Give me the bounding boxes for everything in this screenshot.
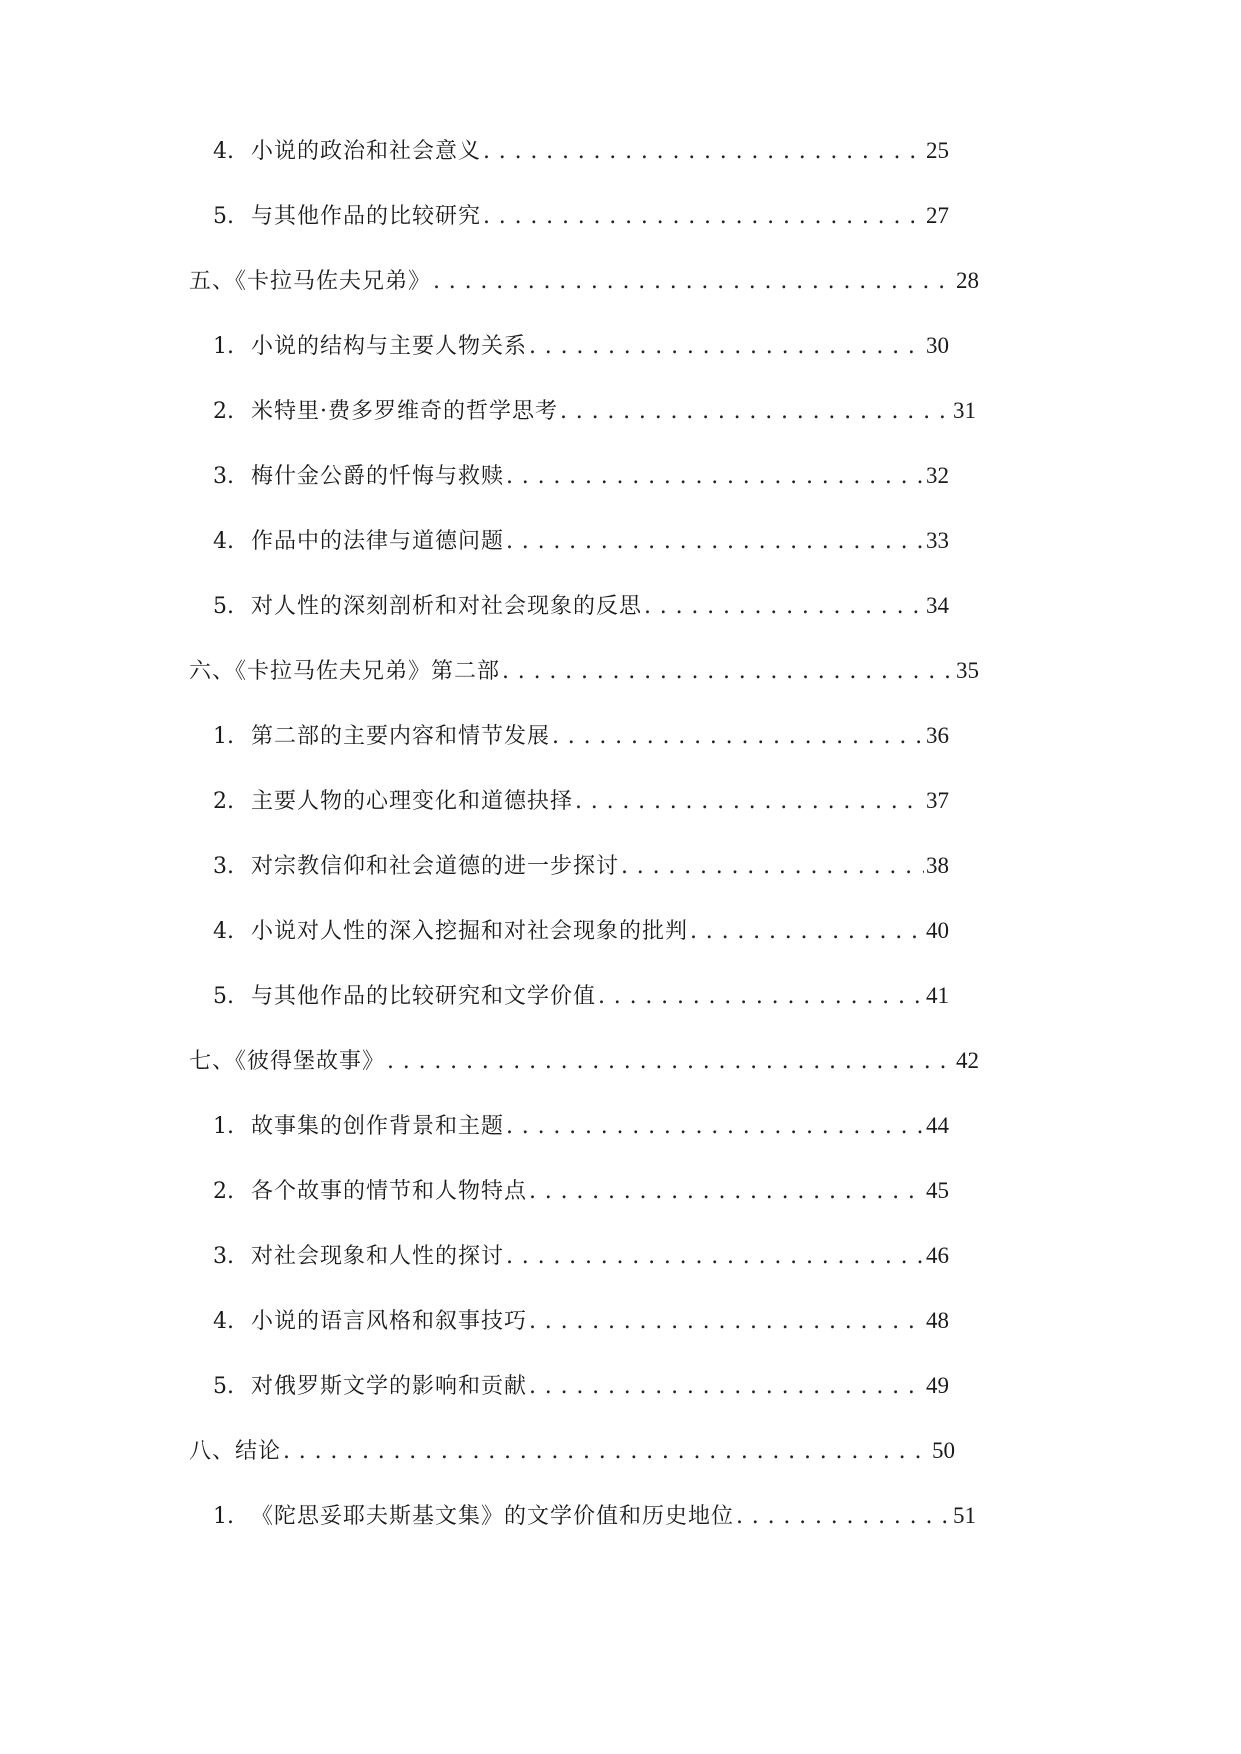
toc-entry-page: 45 xyxy=(926,1178,949,1203)
toc-section-page: 50 xyxy=(932,1438,955,1463)
toc-entry-number: 1. xyxy=(213,334,234,359)
toc-entry-page: 32 xyxy=(926,463,949,488)
toc-entry[interactable] xyxy=(0,1373,1241,1438)
toc-section-heading[interactable] xyxy=(0,268,1241,333)
toc-entry-title: 小说的政治和社会意义 xyxy=(251,139,482,164)
toc-dot-leader xyxy=(483,204,924,230)
toc-entry-number: 3. xyxy=(213,1244,234,1269)
toc-dot-leader xyxy=(433,269,954,295)
toc-entry[interactable] xyxy=(0,463,1241,528)
toc-entry-number: 5. xyxy=(213,594,234,619)
toc-entry-page: 49 xyxy=(926,1373,949,1398)
toc-entry-title: 对人性的深刻剖析和对社会现象的反思 xyxy=(251,594,643,619)
toc-entry[interactable] xyxy=(0,723,1241,788)
toc-entry-page: 44 xyxy=(926,1113,949,1138)
toc-entry-page: 33 xyxy=(926,528,949,553)
toc-section-page: 28 xyxy=(956,268,979,293)
toc-entry[interactable] xyxy=(0,983,1241,1048)
toc-entry-title: 作品中的法律与道德问题 xyxy=(251,529,505,554)
toc-entry-number: 5. xyxy=(213,1374,234,1399)
toc-entry[interactable] xyxy=(0,918,1241,983)
toc-entry-page: 27 xyxy=(926,203,949,228)
toc-entry-number: 3. xyxy=(213,854,234,879)
toc-entry-title: 主要人物的心理变化和道德抉择 xyxy=(251,789,574,814)
toc-entry-title: 《陀思妥耶夫斯基文集》的文学价值和历史地位 xyxy=(251,1504,735,1529)
toc-entry-title: 小说的结构与主要人物关系 xyxy=(251,334,528,359)
toc-entry[interactable] xyxy=(0,1308,1241,1373)
toc-entry-number: 2. xyxy=(213,789,234,814)
toc-section-title: 七、《彼得堡故事》 xyxy=(189,1049,386,1074)
toc-entry-number: 5. xyxy=(213,984,234,1009)
toc-entry-title: 对俄罗斯文学的影响和贡献 xyxy=(251,1374,528,1399)
toc-entry[interactable] xyxy=(0,1113,1241,1178)
toc-entry-page: 31 xyxy=(953,398,976,423)
toc-dot-leader xyxy=(502,659,954,685)
toc-section-heading[interactable] xyxy=(0,1438,1241,1503)
toc-entry-number: 1. xyxy=(213,1114,234,1139)
toc-section-page: 35 xyxy=(956,658,979,683)
toc-entry-page: 48 xyxy=(926,1308,949,1333)
toc-dot-leader xyxy=(529,1179,924,1205)
toc-entry-page: 46 xyxy=(926,1243,949,1268)
toc-entry[interactable] xyxy=(0,1503,1241,1568)
toc-entry-number: 5. xyxy=(213,204,234,229)
toc-entry-number: 4. xyxy=(213,139,234,164)
toc-dot-leader xyxy=(529,1309,924,1335)
toc-entry[interactable] xyxy=(0,203,1241,268)
toc-dot-leader xyxy=(283,1439,930,1465)
toc-dot-leader xyxy=(529,334,924,360)
toc-dot-leader xyxy=(598,984,924,1010)
toc-dot-leader xyxy=(690,919,924,945)
toc-section-page: 42 xyxy=(956,1048,979,1073)
toc-entry-title: 对宗教信仰和社会道德的进一步探讨 xyxy=(251,854,620,879)
toc-entry-title: 各个故事的情节和人物特点 xyxy=(251,1179,528,1204)
toc-section-title: 八、结论 xyxy=(189,1439,282,1464)
toc-entry-number: 2. xyxy=(213,1179,234,1204)
toc-dot-leader xyxy=(560,399,951,425)
toc-entry[interactable] xyxy=(0,333,1241,398)
toc-dot-leader xyxy=(506,1114,924,1140)
toc-section-heading[interactable] xyxy=(0,1048,1241,1113)
toc-dot-leader xyxy=(736,1504,951,1530)
table-of-contents xyxy=(0,138,1241,1568)
toc-entry-number: 3. xyxy=(213,464,234,489)
toc-entry-title: 第二部的主要内容和情节发展 xyxy=(251,724,551,749)
toc-entry-number: 4. xyxy=(213,529,234,554)
toc-entry-title: 对社会现象和人性的探讨 xyxy=(251,1244,505,1269)
toc-entry-number: 4. xyxy=(213,919,234,944)
toc-dot-leader xyxy=(506,529,924,555)
toc-dot-leader xyxy=(552,724,924,750)
toc-entry[interactable] xyxy=(0,528,1241,593)
toc-entry-title: 故事集的创作背景和主题 xyxy=(251,1114,505,1139)
toc-entry-number: 1. xyxy=(213,1504,234,1529)
toc-entry-page: 36 xyxy=(926,723,949,748)
toc-entry[interactable] xyxy=(0,853,1241,918)
toc-section-title: 五、《卡拉马佐夫兄弟》 xyxy=(189,269,432,294)
toc-dot-leader xyxy=(387,1049,954,1075)
toc-entry[interactable] xyxy=(0,788,1241,853)
toc-dot-leader xyxy=(506,464,924,490)
toc-entry-number: 2. xyxy=(213,399,234,424)
toc-entry-number: 4. xyxy=(213,1309,234,1334)
toc-entry-page: 25 xyxy=(926,138,949,163)
toc-dot-leader xyxy=(575,789,924,815)
toc-dot-leader xyxy=(644,594,924,620)
toc-entry-title: 梅什金公爵的忏悔与救赎 xyxy=(251,464,505,489)
toc-entry[interactable] xyxy=(0,1243,1241,1308)
toc-dot-leader xyxy=(621,854,924,880)
toc-dot-leader xyxy=(529,1374,924,1400)
toc-dot-leader xyxy=(483,139,924,165)
toc-entry[interactable] xyxy=(0,138,1241,203)
toc-entry-page: 38 xyxy=(926,853,949,878)
toc-entry-page: 34 xyxy=(926,593,949,618)
toc-entry[interactable] xyxy=(0,1178,1241,1243)
toc-entry-page: 41 xyxy=(926,983,949,1008)
toc-entry-title: 小说对人性的深入挖掘和对社会现象的批判 xyxy=(251,919,689,944)
toc-dot-leader xyxy=(506,1244,924,1270)
toc-entry[interactable] xyxy=(0,593,1241,658)
toc-entry-page: 30 xyxy=(926,333,949,358)
toc-entry-title: 与其他作品的比较研究 xyxy=(251,204,482,229)
toc-entry-page: 40 xyxy=(926,918,949,943)
toc-entry-title: 小说的语言风格和叙事技巧 xyxy=(251,1309,528,1334)
toc-entry-title: 米特里·费多罗维奇的哲学思考 xyxy=(251,399,558,424)
toc-section-title: 六、《卡拉马佐夫兄弟》第二部 xyxy=(189,659,501,684)
toc-entry-page: 51 xyxy=(953,1503,976,1528)
toc-entry-page: 37 xyxy=(926,788,949,813)
toc-entry[interactable] xyxy=(0,398,1241,463)
toc-entry-title: 与其他作品的比较研究和文学价值 xyxy=(251,984,597,1009)
toc-section-heading[interactable] xyxy=(0,658,1241,723)
toc-entry-number: 1. xyxy=(213,724,234,749)
